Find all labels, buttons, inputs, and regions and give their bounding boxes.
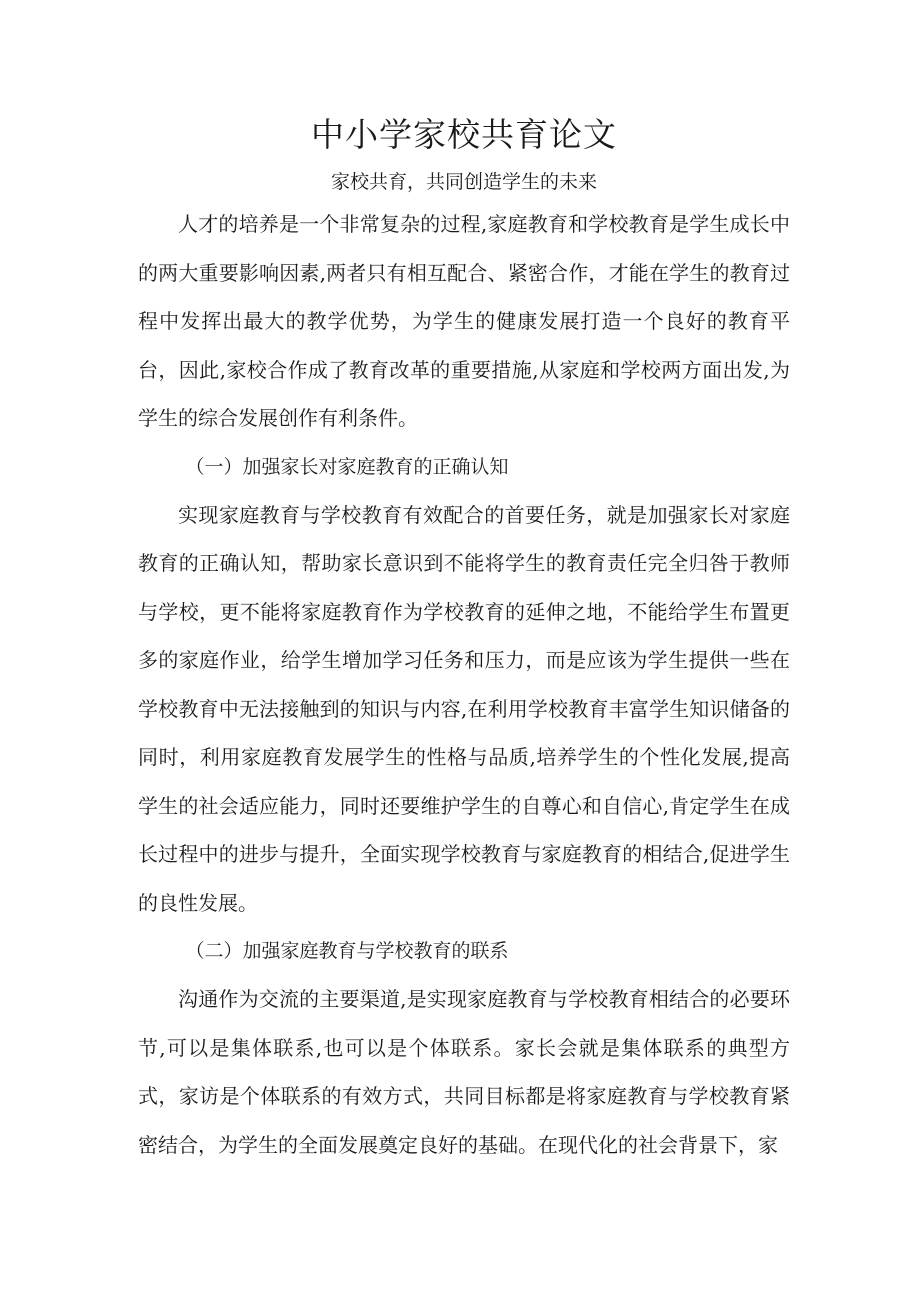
document-title: 中小学家校共育论文 <box>311 115 617 154</box>
section-body-1: 实现家庭教育与学校教育有效配合的首要任务，就是加强家长对家庭教育的正确认知，帮助家长意识到不能将学生的教育责任完全归咎于教师与学校，更不能将家庭教育作为学校教育的延伸之地，不能给学生布置更多的家庭作业，给学生增加学习任务和压力，而是应该为学生提供一些在学校教育中无法接触到的知识与内容,在利用学校教育丰富学生知识储备的同时，利用家庭教育发展学生的性格与品质,培养学生的个性化发展,提高学生的社会适应能力，同时还要维护学生的自尊心和自信心,肯定学生在成长过程中的进步与提升，全面实现学校教育与家庭教育的相结合,促进学生的良性发展。 <box>138 502 790 915</box>
section-body-2: 沟通作为交流的主要渠道,是实现家庭教育与学校教育相结合的必要环节,可以是集体联系,也可以是个体联系。家长会就是集体联系的典型方式，家访是个体联系的有效方式，共同目标都是将家庭教育与学校教育紧密结合，为学生的全面发展奠定良好的基础。在现代化的社会背景下，家 <box>138 987 790 1157</box>
section-heading-2: （二）加强家庭教育与学校教育的联系 <box>185 940 509 962</box>
document-page <box>138 110 790 1169</box>
intro-paragraph: 人才的培养是一个非常复杂的过程,家庭教育和学校教育是学生成长中的两大重要影响因素,两者只有相互配合、紧密合作，才能在学生的教育过程中发挥出最大的教学优势，为学生的健康发展打造一个良好的教育平台，因此,家校合作成了教育改革的重要措施,从家庭和学校两方面出发,为学生的综合发展创作有利条件。 <box>138 212 790 430</box>
section-heading-1: （一）加强家长对家庭教育的正确认知 <box>185 455 509 478</box>
document-subtitle: 家校共育，共同创造学生的未来 <box>330 171 597 193</box>
